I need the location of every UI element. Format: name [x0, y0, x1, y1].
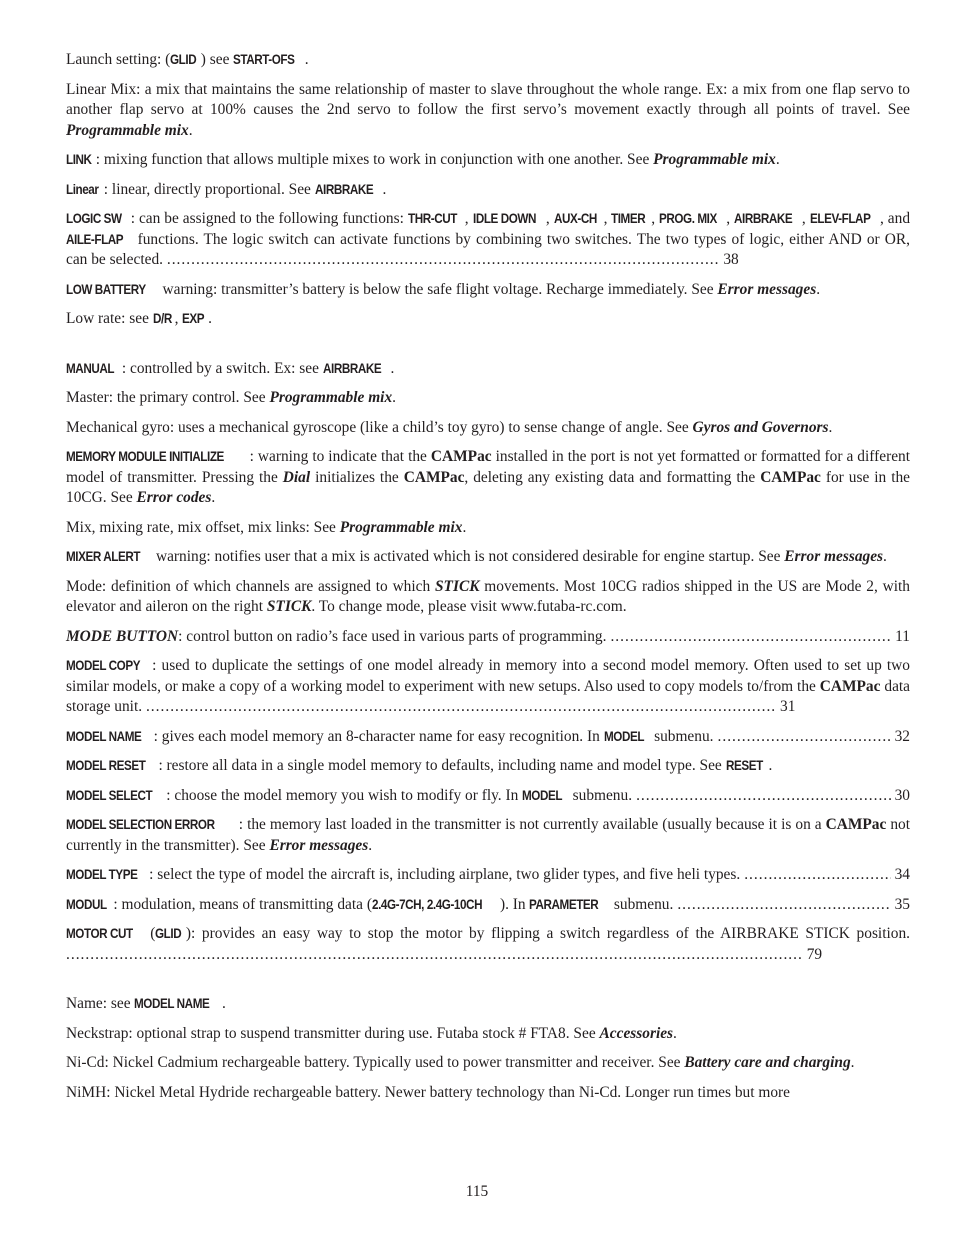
- entry-nimh: NiMH: Nickel Metal Hydride rechargeable battery. Newer battery technology than Ni-Cd. Longer run times but more: [66, 1083, 790, 1101]
- entry-mix: Mix, mixing rate, mix offset, mix links: See Programmable mix.: [66, 518, 467, 536]
- entry-linear: Linear : linear, directly proportional. See AIRBRAKE .: [66, 180, 387, 198]
- entry-logic-sw: LOGIC SW : can be assigned to the following functions: THR-CUT , IDLE DOWN , AUX-CH , TIMER , PROG. MIX , AIRBRAKE , ELEV-FLAP , and AILE-FLAP functions. The logic switch can activate functions by combining two switches. The two types of logic, either AND or OR, can be selected. .................................................................................................................. 38: [66, 210, 911, 268]
- entry-nicd: Ni-Cd: Nickel Cadmium rechargeable battery. Typically used to power transmitter and receiver. See Battery care and charging.: [66, 1054, 855, 1071]
- entry-model-select: MODEL SELECT : choose the model memory you wish to modify or fly. In MODEL submenu. ..... 30: [66, 786, 910, 807]
- page-ref: 32: [894, 727, 910, 745]
- entry-master: Master: the primary control. See Programmable mix.: [66, 389, 396, 406]
- entry-linear-mix: Linear Mix: a mix that maintains the same relationship of master to slave throughout the whole range. Ex: a mix from one flap servo to another flap servo at 100% causes the 2nd servo to follow the first servo’s movement exactly through all points of travel. See Programmable mix.: [66, 80, 910, 139]
- entry-mode: Mode: definition of which channels are assigned to which STICK movements. Most 10CG radios shipped in the US are Mode 2, with elevator and aileron on the right STICK. To change mode, please visit www.futaba-rc.com.: [66, 577, 910, 615]
- page-ref: 31: [780, 698, 796, 715]
- page-ref: 38: [723, 251, 739, 268]
- entry-model-name: MODEL NAME : gives each model memory an 8-character name for easy recognition. In MODEL submenu. ..... 32: [66, 727, 910, 748]
- page-ref: 35: [894, 895, 910, 913]
- page-ref: 34: [894, 866, 910, 883]
- entry-low-rate: Low rate: see D/R , EXP .: [66, 310, 212, 327]
- entry-model-reset: MODEL RESET : restore all data in a single model memory to defaults, including name and model type. See RESET .: [66, 757, 773, 774]
- entry-modul: MODUL : modulation, means of transmitting data (2.4G-7CH, 2.4G-10CH ). In PARAMETER submenu. ..... 35: [66, 895, 910, 916]
- glossary-page: [66, 50, 910, 1112]
- entry-neckstrap: Neckstrap: optional strap to suspend transmitter during use. Futaba stock # FTA8. See Accessories.: [66, 1024, 677, 1042]
- entry-model-type: MODEL TYPE : select the type of model the aircraft is, including airplane, two glider types, and five heli types. ..... 34: [66, 865, 910, 886]
- page-ref: 11: [895, 627, 910, 645]
- entry-model-copy: MODEL COPY : used to duplicate the settings of one model already in memory into a second model memory. Often used to set up two similar models, or make a copy of a working model to experiment with new setups. Also used to copy models to/from the CAMPac data storage unit. .................................................................................................................................. 31: [66, 657, 911, 715]
- entry-launch-setting: Launch setting: (GLID ) see START-OFS .: [66, 51, 309, 68]
- page-number: 115: [465, 1183, 489, 1200]
- page-ref: 79: [806, 945, 823, 963]
- entry-link: LINK : mixing function that allows multiple mixes to work in conjunction with one another. See Programmable mix.: [66, 151, 780, 168]
- entry-manual: MANUAL : controlled by a switch. Ex: see AIRBRAKE .: [66, 359, 395, 377]
- entry-name: Name: see MODEL NAME .: [66, 995, 226, 1012]
- entry-mechanical-gyro: Mechanical gyro: uses a mechanical gyroscope (like a child’s toy gyro) to sense change of angle. See Gyros and Governors.: [66, 418, 833, 436]
- entry-mixer-alert: MIXER ALERT warning: notifies user that a mix is activated which is not considered desirable for engine startup. See Error messages.: [66, 548, 887, 565]
- entry-mode-button: MODE BUTTON: control button on radio’s face used in various parts of programming. ..... 11: [66, 627, 910, 648]
- entry-motor-cut: MOTOR CUT (GLID ): provides an easy way to stop the motor by flipping a switch regardless of the AIRBRAKE STICK position. ........................................................................................................................................................ 79: [66, 925, 911, 963]
- entry-low-battery: LOW BATTERY warning: transmitter’s battery is below the safe flight voltage. Recharge immediately. See Error messages.: [66, 280, 821, 298]
- entry-memory-module: MEMORY MODULE INITIALIZE : warning to indicate that the CAMPac installed in the port is not yet formatted or formatted for a different model of transmitter. Pressing the Dial initializes the CAMPac, deleting any existing data and formatting the CAMPac for use in the 10CG. See Error codes.: [66, 448, 911, 506]
- entry-model-selection-error: MODEL SELECTION ERROR : the memory last loaded in the transmitter is not currently available (usually because it is on a CAMPac not currently in the transmitter). See Error messages.: [66, 816, 910, 854]
- page-ref: 30: [894, 786, 910, 804]
